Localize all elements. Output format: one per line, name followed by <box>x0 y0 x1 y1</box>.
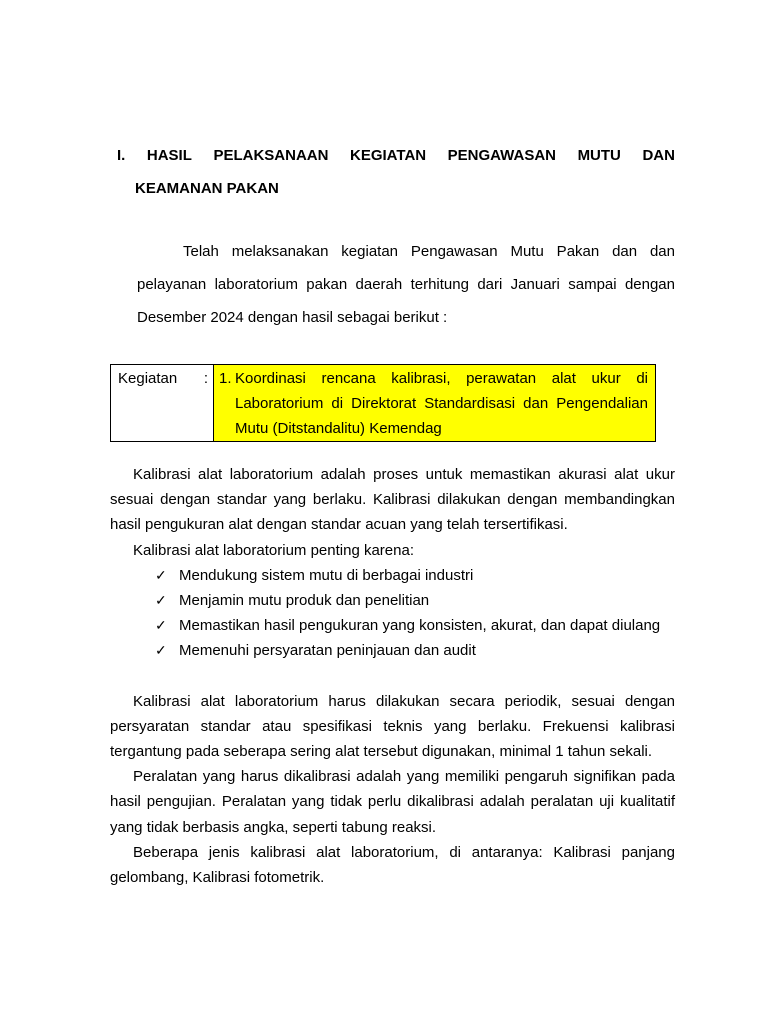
heading-word: KEGIATAN <box>350 147 427 164</box>
paragraph-equipment: Peralatan yang harus dikalibrasi adalah yang memiliki pengaruh signifikan pada hasil pengujian. Peralatan yang tidak perlu dikalibrasi adalah peralatan uji kualitatif yang tidak berbasis angka, seperti tabung reaksi. <box>110 768 675 836</box>
activity-colon: : <box>203 370 208 387</box>
activity-value-cell <box>214 365 656 442</box>
list-item <box>155 588 675 613</box>
list-item <box>155 638 675 663</box>
section-heading <box>117 139 675 205</box>
paragraph-calibration-types: Beberapa jenis kalibrasi alat laboratorium, di antaranya: Kalibrasi panjang gelombang, Kalibrasi fotometrik. <box>110 843 675 887</box>
list-item-text: Memenuhi persyaratan peninjauan dan audit <box>179 642 476 660</box>
checklist <box>110 563 675 664</box>
activity-label-cell <box>111 365 214 442</box>
list-item <box>155 613 675 638</box>
heading-line-2: KEAMANAN PAKAN <box>135 180 279 197</box>
heading-word: PELAKSANAAN <box>213 147 329 164</box>
list-item-text: Menjamin mutu produk dan penelitian <box>179 592 430 610</box>
paragraph-calibration-importance: Kalibrasi alat laboratorium penting karena: <box>133 541 414 559</box>
checkmark-icon: ✓ <box>155 617 167 634</box>
body-text <box>110 462 675 890</box>
list-item-text: Mendukung sistem mutu di berbagai industri <box>179 566 474 584</box>
activity-item-number: 1. <box>219 370 232 387</box>
activity-item-text: Koordinasi rencana kalibrasi, perawatan alat ukur di Laboratorium di Direktorat Standardisasi dan Pengendalian Mutu (Ditstandalitu) Kemendag <box>235 370 648 437</box>
checkmark-icon: ✓ <box>155 642 167 659</box>
heading-line-1 <box>117 139 675 172</box>
checkmark-icon: ✓ <box>155 592 167 609</box>
heading-word: MUTU <box>577 147 621 164</box>
list-item-text: Memastikan hasil pengukuran yang konsisten, akurat, dan dapat diulang <box>179 617 661 635</box>
intro-paragraph: Telah melaksanakan kegiatan Pengawasan Mutu Pakan dan dan pelayanan laboratorium pakan daerah terhitung dari Januari sampai dengan Desember 2024 dengan hasil sebagai berikut : <box>137 243 675 326</box>
activity-table <box>110 364 656 442</box>
heading-word: HASIL <box>146 147 192 164</box>
activity-item <box>219 366 648 441</box>
heading-word: PENGAWASAN <box>447 147 557 164</box>
paragraph-calibration-periodic: Kalibrasi alat laboratorium harus dilakukan secara periodik, sesuai dengan persyaratan standar atau spesifikasi teknis yang berlaku. Frekuensi kalibrasi tergantung pada seberapa sering alat tersebut digunakan, minimal 1 tahun sekali. <box>110 692 675 761</box>
checkmark-icon: ✓ <box>155 566 167 583</box>
activity-label: Kegiatan <box>118 370 178 387</box>
table-row <box>111 365 656 442</box>
paragraph-calibration-definition: Kalibrasi alat laboratorium adalah proses untuk memastikan akurasi alat ukur sesuai dengan standar yang berlaku. Kalibrasi dilakukan dengan membandingkan hasil pengukuran alat dengan standar acuan yang telah tersertifikasi. <box>110 466 675 534</box>
heading-word: DAN <box>642 147 675 164</box>
heading-number: I. <box>117 147 126 164</box>
list-item <box>155 563 675 588</box>
